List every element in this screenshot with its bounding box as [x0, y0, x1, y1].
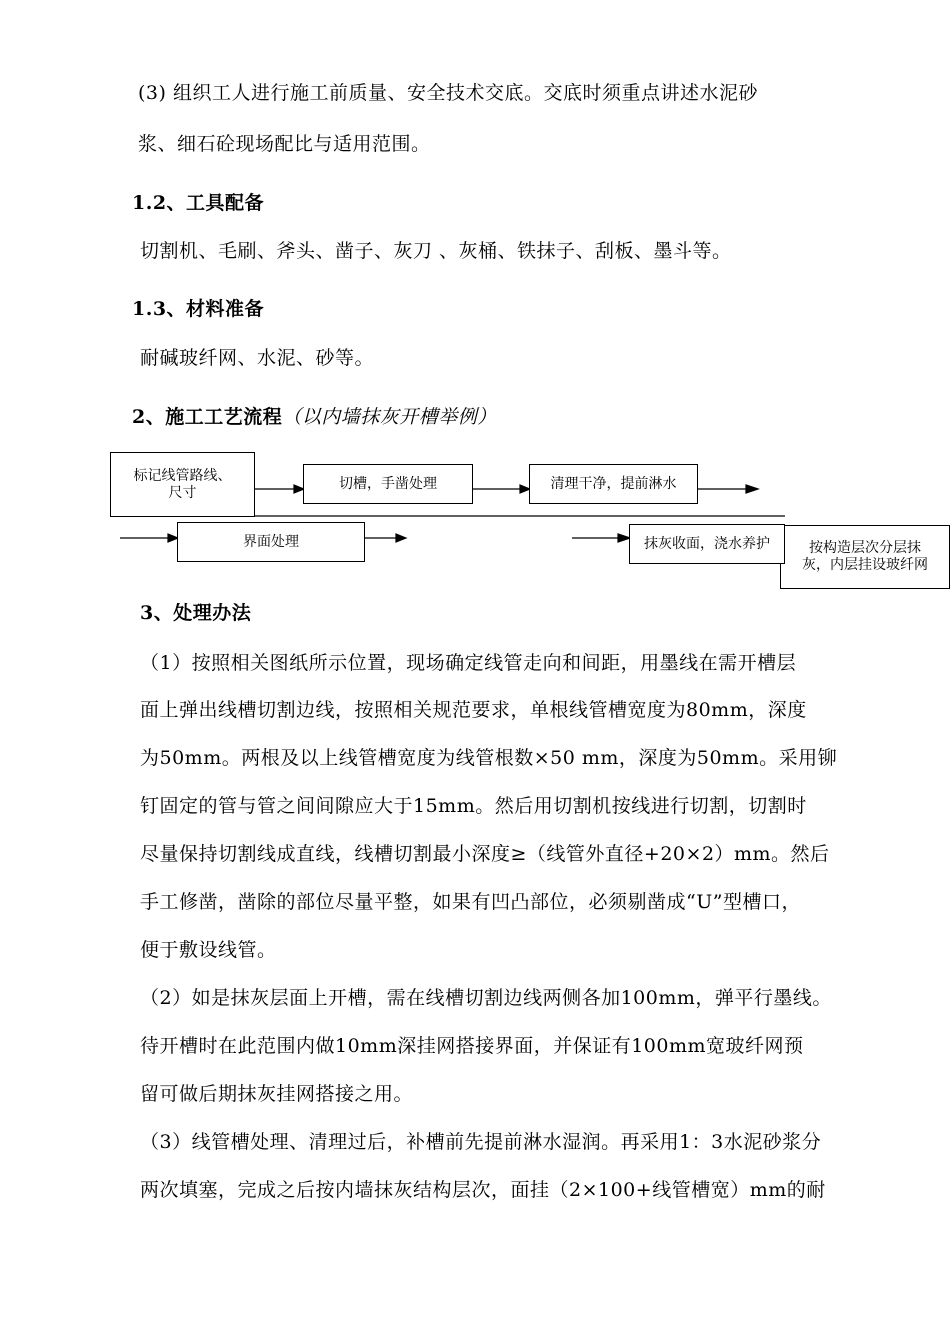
- flow-step-text: 按构造层次分层抹: [809, 540, 921, 556]
- paragraph-line: 尽量保持切割线成直线，线槽切割最小深度≥（线管外直径+20×2）mm。然后: [140, 843, 830, 865]
- section-heading-2-title: 2、施工工艺流程: [132, 406, 283, 428]
- section-heading-1-2: 1.2、工具配备: [132, 192, 265, 214]
- paragraph-line: 为50mm。两根及以上线管槽宽度为线管根数×50 mm，深度为50mm。采用铆: [140, 747, 838, 769]
- flow-arrowhead: [746, 485, 758, 493]
- tools-list: 切割机、毛刷、斧头、凿子、灰刀 、灰桶、铁抹子、刮板、墨斗等。: [140, 240, 732, 262]
- paragraph-line: （2）如是抹灰层面上开槽，需在线槽切割边线两侧各加100mm，弹平行墨线。: [140, 987, 832, 1009]
- flow-step-text: 抹灰收面，浇水养护: [644, 535, 770, 552]
- paragraph-line: （1）按照相关图纸所示位置，现场确定线管走向和间距，用墨线在需开槽层: [140, 652, 797, 674]
- flow-step-text: 标记线管路线、: [133, 467, 232, 484]
- flow-step-text: 灰，内层挂设玻纤网: [802, 557, 928, 573]
- section-heading-2-note: （以内墙抹灰开槽举例）: [282, 406, 497, 428]
- flow-arrowhead: [396, 534, 406, 542]
- paragraph-line: 浆、细石砼现场配比与适用范围。: [138, 133, 431, 155]
- section-heading-3: 3、处理办法: [140, 602, 252, 624]
- paragraph-line: 待开槽时在此范围内做10mm深挂网搭接界面，并保证有100mm宽玻纤网预: [140, 1035, 804, 1057]
- flow-step-text: 切槽，手凿处理: [339, 475, 437, 492]
- flow-step-clean-wet: [529, 464, 698, 504]
- paragraph-line: 便于敷设线管。: [140, 939, 277, 961]
- materials-list: 耐碱玻纤网、水泥、砂等。: [140, 347, 375, 369]
- paragraph-line: 钉固定的管与管之间间隙应大于15mm。然后用切割机按线进行切割，切割时: [140, 795, 807, 817]
- flow-step-finish-cure: [629, 524, 785, 564]
- flow-step-layered-plaster: [780, 525, 950, 589]
- flow-step-mark-route: [110, 452, 255, 517]
- section-heading-1-3: 1.3、材料准备: [132, 298, 265, 320]
- paragraph-line: 手工修凿，凿除的部位尽量平整，如果有凹凸部位，必须剔凿成“U”型槽口，: [140, 891, 801, 913]
- paragraph-line: 留可做后期抹灰挂网搭接之用。: [140, 1083, 414, 1105]
- flow-step-text: 尺寸: [168, 484, 197, 501]
- paragraph-line: 两次填塞，完成之后按内墙抹灰结构层次，面挂（2×100+线管槽宽）mm的耐: [140, 1179, 826, 1201]
- paragraph-line: 面上弹出线槽切割边线，按照相关规范要求，单根线管槽宽度为80mm，深度: [140, 699, 807, 721]
- paragraph-line: (3) 组织工人进行施工前质量、安全技术交底。交底时须重点讲述水泥砂: [138, 82, 758, 104]
- flow-step-text: 界面处理: [243, 533, 299, 550]
- flow-step-text: 清理干净，提前淋水: [550, 475, 677, 492]
- paragraph-line: （3）线管槽处理、清理过后，补槽前先提前淋水湿润。再采用1：3水泥砂浆分: [140, 1131, 822, 1153]
- flow-step-cut-groove: [303, 464, 473, 504]
- flow-step-interface: [177, 522, 365, 562]
